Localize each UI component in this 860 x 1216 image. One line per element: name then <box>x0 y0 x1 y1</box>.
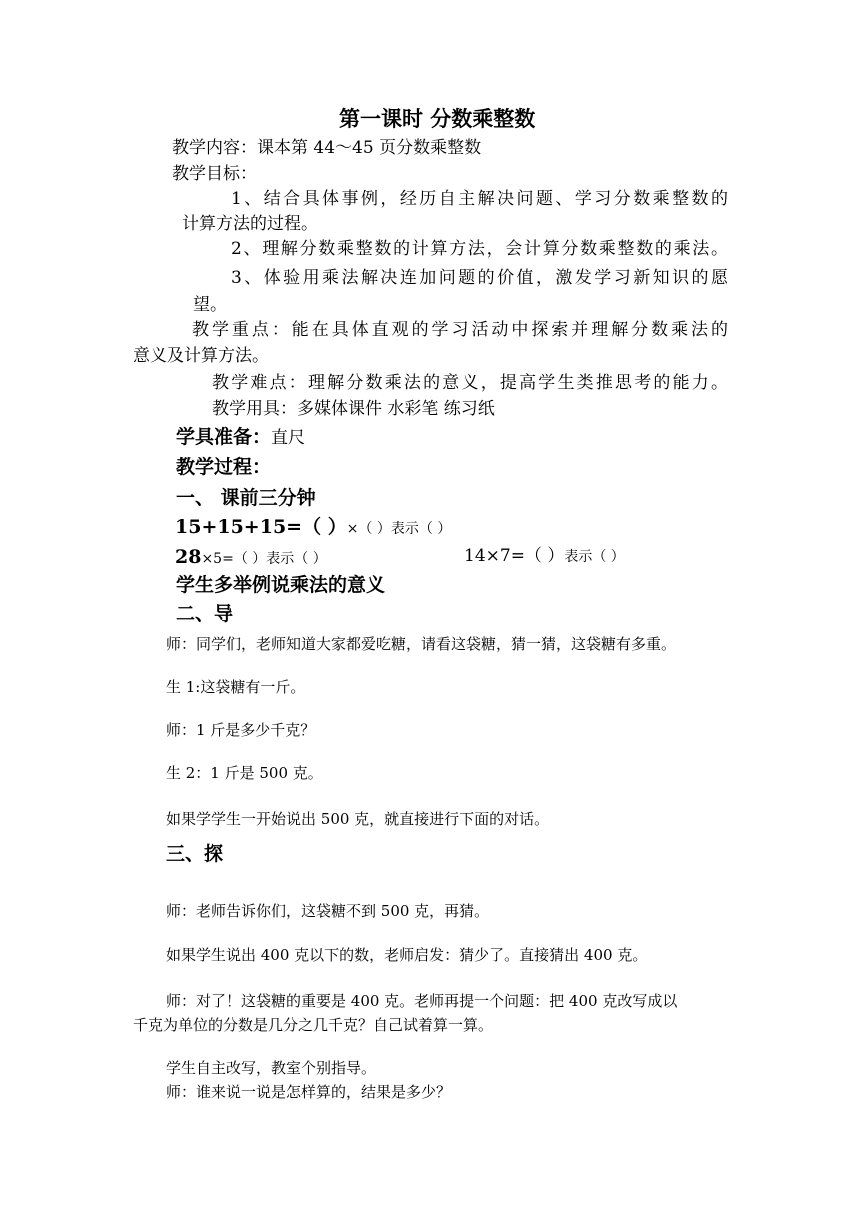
examples-line: 学生多举例说乘法的意义 <box>176 574 386 596</box>
dialogue-8-line-1: 师：对了！这袋糖的重要是 400 克。老师再提一个问题：把 400 克改写成以 <box>166 992 678 1010</box>
goal-2: 2、理解分数乘整数的计算方法，会计算分数乘整数的乘法。 <box>231 239 728 259</box>
equation-1-rest: ×（ ）表示（ ） <box>346 521 452 537</box>
dialogue-5: 如果学学生一开始说出 500 克，就直接进行下面的对话。 <box>166 810 550 828</box>
dialogue-8-line-2: 千克为单位的分数是几分之几千克？自己试着算一算。 <box>133 1016 494 1034</box>
goal-1-line-1: 1、结合具体事例，经历自主解决问题、学习分数乘整数的 <box>231 189 728 209</box>
dialogue-3: 师：1 斤是多少千克？ <box>166 721 316 739</box>
goals-heading: 教学目标： <box>172 164 257 184</box>
dialogue-6: 师：老师告诉你们，这袋糖不到 500 克，再猜。 <box>166 902 490 920</box>
equation-3-rest: 表示（ ） <box>564 549 625 565</box>
goal-1-line-2: 计算方法的过程。 <box>182 214 318 234</box>
dialogue-4: 生 2：1 斤是 500 克。 <box>166 764 323 782</box>
dialogue-9: 学生自主改写，教室个别指导。 <box>166 1059 377 1077</box>
page-title: 第一课时 分数乘整数 <box>339 106 536 131</box>
dialogue-10: 师：谁来说一说是怎样算的，结果是多少？ <box>166 1083 452 1101</box>
equation-2-main: 28 <box>175 546 202 568</box>
equation-2 <box>175 548 327 567</box>
equation-1 <box>175 518 451 537</box>
key-point-line-1: 教学重点：能在具体直观的学习活动中探索并理解分数乘法的 <box>192 320 728 340</box>
key-point-line-2: 意义及计算方法。 <box>133 346 269 366</box>
student-prep-label: 学具准备： <box>176 426 272 448</box>
process-heading: 教学过程： <box>176 456 272 478</box>
student-prep <box>176 428 305 447</box>
equation-2-rest: ×5=（ ）表示（ ） <box>201 551 327 567</box>
section-3-heading: 三、探 <box>166 843 224 865</box>
equation-1-main: 15+15+15=（ ） <box>175 516 347 538</box>
student-prep-value: 直尺 <box>271 428 306 448</box>
teaching-content: 教学内容：课本第 44～45 页分数乘整数 <box>172 138 482 158</box>
difficulty: 教学难点：理解分数乘法的意义，提高学生类推思考的能力。 <box>212 373 728 393</box>
equation-3-main: 14×7=（ ） <box>464 546 565 566</box>
dialogue-2: 生 1:这袋糖有一斤。 <box>166 678 306 696</box>
goal-3-line-2: 望。 <box>193 295 227 315</box>
dialogue-1: 师：同学们，老师知道大家都爱吃糖，请看这袋糖，猜一猜，这袋糖有多重。 <box>166 635 677 653</box>
dialogue-7: 如果学生说出 400 克以下的数，老师启发：猜少了。直接猜出 400 克。 <box>166 946 648 964</box>
teaching-tools: 教学用具：多媒体课件 水彩笔 练习纸 <box>212 399 495 419</box>
section-1-heading: 一、 课前三分钟 <box>176 487 316 509</box>
goal-3-line-1: 3、体验用乘法解决连加问题的价值，激发学习新知识的愿 <box>231 268 728 288</box>
equation-3 <box>464 548 625 565</box>
section-2-heading: 二、导 <box>176 603 234 625</box>
